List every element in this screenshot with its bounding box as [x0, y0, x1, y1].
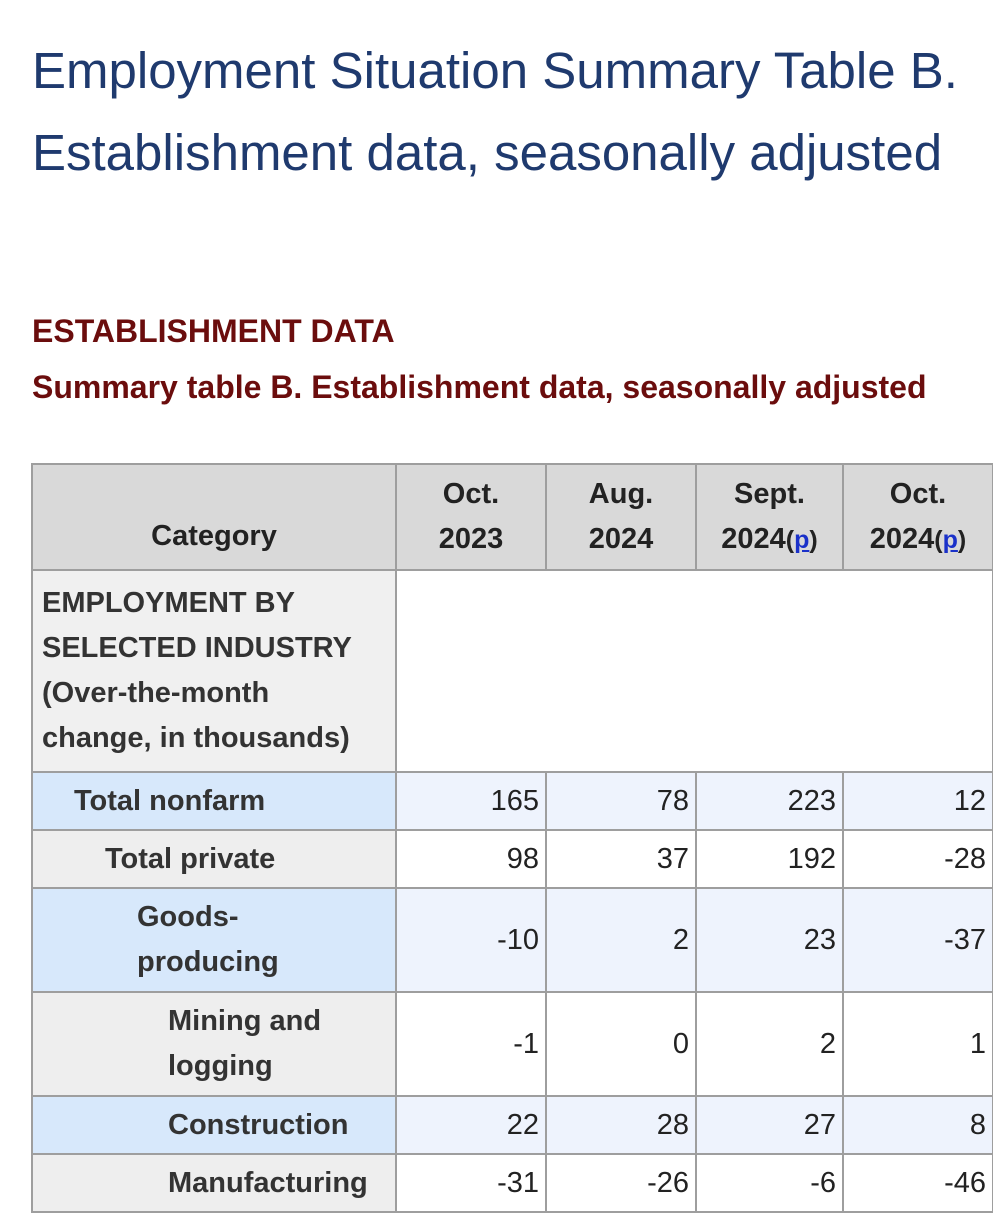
column-header-oct-2023 [396, 464, 546, 570]
column-header-month: Oct. [889, 477, 947, 510]
preliminary-footnote-link[interactable]: p [942, 525, 958, 554]
table-cell: -46 [843, 1154, 993, 1212]
paren-close: ) [809, 525, 818, 554]
table-cell: -28 [843, 830, 993, 888]
table-cell: 98 [396, 830, 546, 888]
table-cell: 37 [546, 830, 696, 888]
column-header-year: 2023 [438, 523, 504, 555]
table-cell: 0 [546, 992, 696, 1096]
table-row [32, 1096, 993, 1154]
row-label-manufacturing: Manufacturing [32, 1154, 396, 1212]
table-cell: 28 [546, 1096, 696, 1154]
table-caption: Summary table B. Establishment data, seasonally adjusted [32, 369, 927, 405]
column-header-year: 2024 [721, 522, 786, 555]
establishment-data-table [31, 463, 993, 1213]
column-header-year: 2024 [869, 522, 935, 555]
table-cell: 78 [546, 772, 696, 830]
table-row [32, 992, 993, 1096]
table-cell: 2 [696, 992, 843, 1096]
group-blank-cell [396, 570, 993, 772]
row-label-total-nonfarm: Total nonfarm [32, 772, 396, 830]
paren-close: ) [957, 525, 967, 554]
table-cell: 12 [843, 772, 993, 830]
preliminary-footnote-link[interactable]: p [794, 525, 810, 554]
table-cell: 22 [396, 1096, 546, 1154]
page-title: Employment Situation Summary Table B. Establishment data, seasonally adjusted [32, 42, 958, 181]
table-cell: 23 [696, 888, 843, 992]
table-row [32, 888, 993, 992]
table-cell: -10 [396, 888, 546, 992]
table-header-row [32, 464, 993, 570]
table-cell: -26 [546, 1154, 696, 1212]
row-label-construction: Construction [32, 1096, 396, 1154]
table-row [32, 772, 993, 830]
row-label-goods-producing: Goods-producing [32, 888, 396, 992]
group-label-employment-by-industry: EMPLOYMENT BY SELECTED INDUSTRY (Over-the-month change, in thousands) [32, 570, 396, 772]
table-cell: -6 [696, 1154, 843, 1212]
row-label-mining-and-logging: Mining and logging [32, 992, 396, 1096]
table-cell: 2 [546, 888, 696, 992]
column-header-month: Oct. [442, 478, 500, 510]
paren-open: ( [785, 525, 795, 554]
table-cell: 1 [843, 992, 993, 1096]
column-header-year: 2024 [588, 523, 654, 555]
table-cell: 192 [696, 830, 843, 888]
table-cell: 27 [696, 1096, 843, 1154]
table-cell: -1 [396, 992, 546, 1096]
column-header-category: Category [32, 464, 396, 570]
column-header-aug-2024 [546, 464, 696, 570]
table-cell: -31 [396, 1154, 546, 1212]
row-label-total-private: Total private [32, 830, 396, 888]
paren-open: ( [934, 525, 943, 554]
table-cell: 8 [843, 1096, 993, 1154]
table-cell: -37 [843, 888, 993, 992]
group-header-row [32, 570, 993, 772]
table-cell: 223 [696, 772, 843, 830]
column-header-sept-2024 [696, 464, 843, 570]
section-heading: ESTABLISHMENT DATA [32, 313, 395, 349]
table-cell: 165 [396, 772, 546, 830]
column-header-month: Sept. [734, 477, 805, 510]
table-row [32, 830, 993, 888]
column-header-oct-2024 [843, 464, 993, 570]
table-row [32, 1154, 993, 1212]
column-header-month: Aug. [588, 478, 654, 510]
